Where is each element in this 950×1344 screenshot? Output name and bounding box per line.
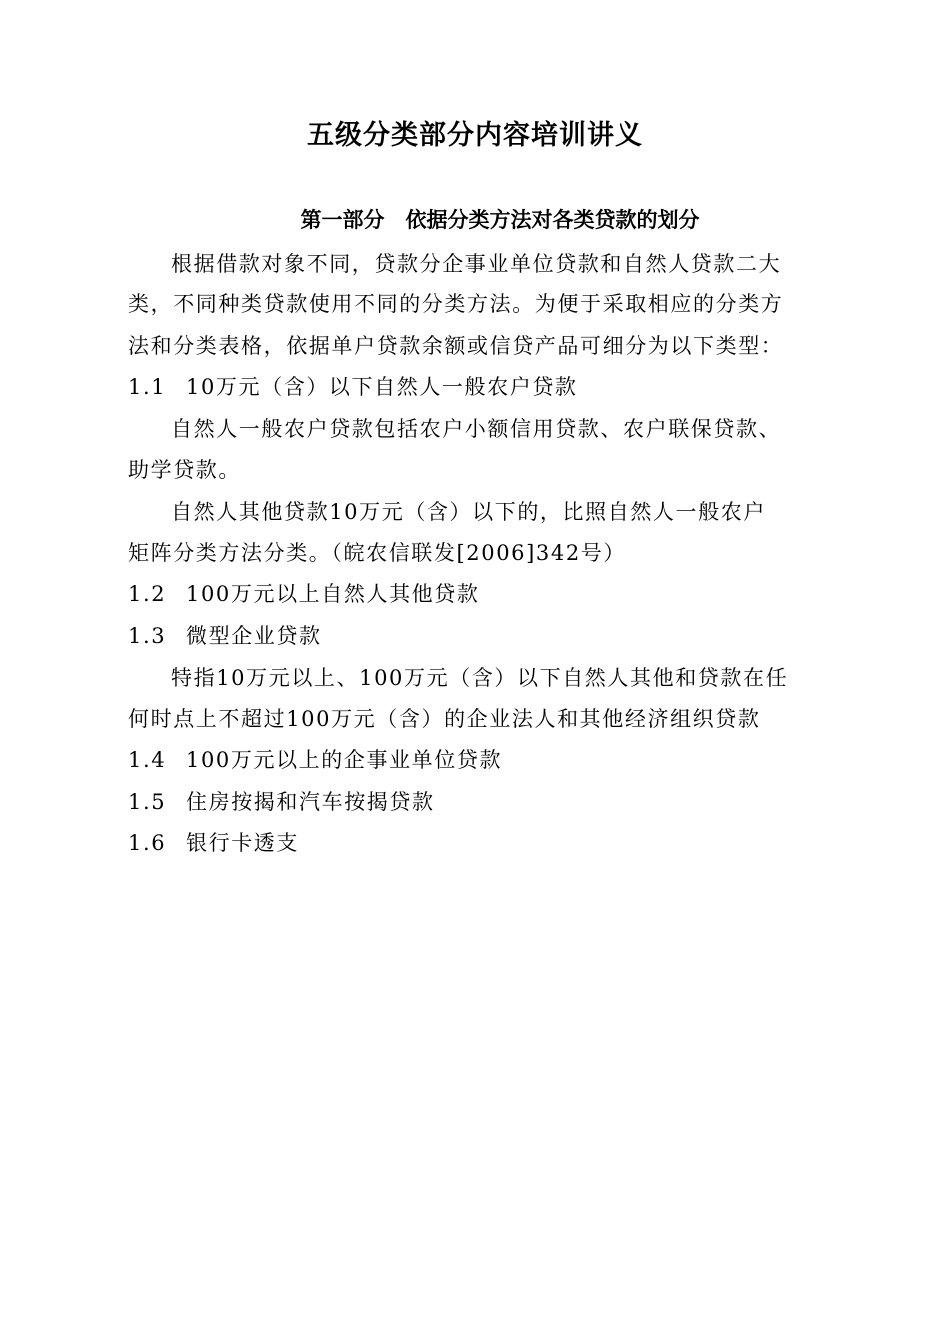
section-1-2-heading xyxy=(128,576,828,612)
section-title: 微型企业贷款 xyxy=(186,624,322,648)
section-1-1-para1-line-2: 助学贷款。 xyxy=(128,458,241,482)
section-number: 1.1 xyxy=(128,375,167,399)
section-1-3-para-line-2: 何时点上不超过100万元（含）的企业法人和其他经济组织贷款 xyxy=(128,707,761,731)
section-1-1-heading xyxy=(128,369,828,405)
section-1-1-para1-line-1: 自然人一般农户贷款包括农户小额信用贷款、农户联保贷款、 xyxy=(171,417,782,441)
section-number: 1.5 xyxy=(128,790,167,814)
section-1-6-heading xyxy=(128,825,828,861)
section-1-5-heading xyxy=(128,784,828,820)
document-title: 五级分类部分内容培训讲义 xyxy=(307,120,643,151)
intro-line-1: 根据借款对象不同，贷款分企事业单位贷款和自然人贷款二大 xyxy=(171,252,782,276)
section-1-1-para2-line-2: 矩阵分类方法分类。（皖农信联发[2006]342号） xyxy=(128,541,627,565)
section-1-3-heading xyxy=(128,618,828,654)
section-title: 银行卡透支 xyxy=(186,831,299,855)
section-title: 100万元以上自然人其他贷款 xyxy=(186,582,480,606)
part-heading: 第一部分 依据分类方法对各类贷款的划分 xyxy=(300,207,700,232)
section-number: 1.6 xyxy=(128,831,167,855)
section-number: 1.4 xyxy=(128,748,167,772)
intro-line-2: 类，不同种类贷款使用不同的分类方法。为便于采取相应的分类方 xyxy=(128,292,784,316)
section-1-3-para-line-1: 特指10万元以上、100万元（含）以下自然人其他和贷款在任 xyxy=(171,666,789,690)
section-title: 住房按揭和汽车按揭贷款 xyxy=(186,790,435,814)
section-1-4-heading xyxy=(128,742,828,778)
section-1-1-para2-line-1: 自然人其他贷款10万元（含）以下的，比照自然人一般农户 xyxy=(171,500,766,524)
section-number: 1.3 xyxy=(128,624,167,648)
section-title: 100万元以上的企事业单位贷款 xyxy=(186,748,503,772)
intro-line-3: 法和分类表格，依据单户贷款余额或信贷产品可细分为以下类型： xyxy=(128,334,784,358)
section-title: 10万元（含）以下自然人一般农户贷款 xyxy=(186,375,578,399)
section-number: 1.2 xyxy=(128,582,167,606)
